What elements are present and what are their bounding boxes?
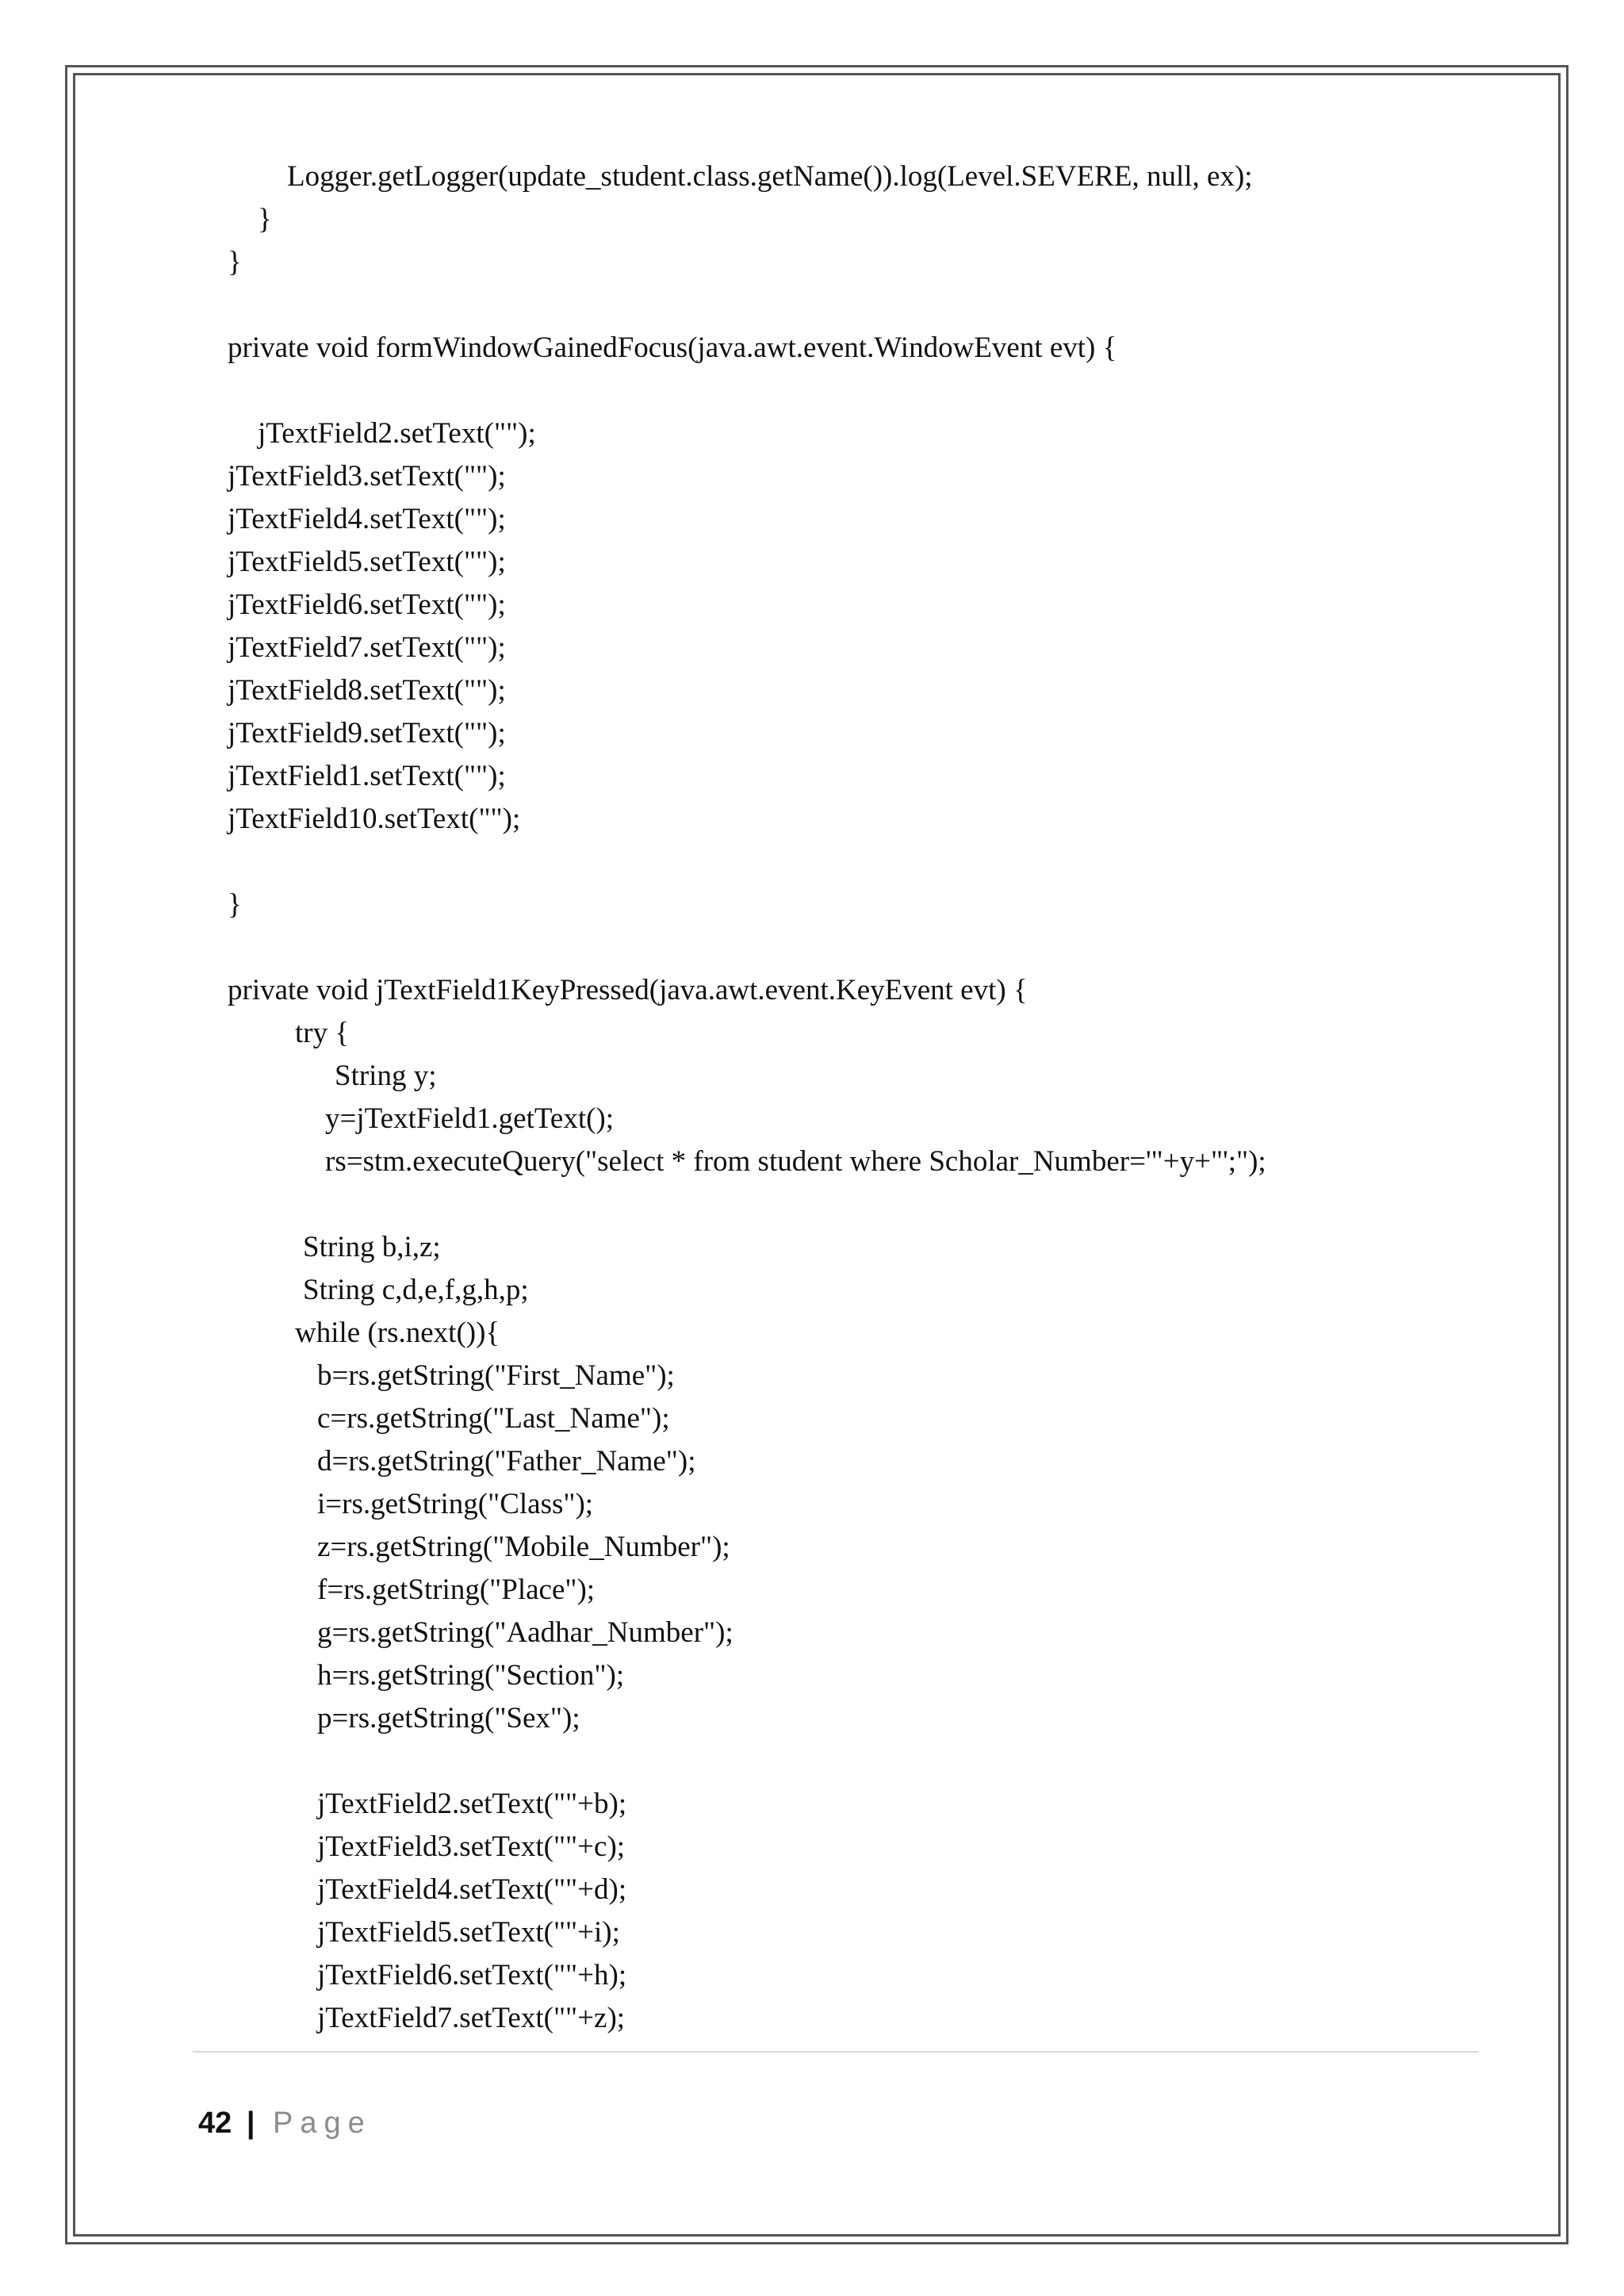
code-line-36: h=rs.getString("Section"); xyxy=(317,1659,625,1692)
code-line-29: b=rs.getString("First_Name"); xyxy=(317,1359,675,1392)
code-line-13: jTextField8.setText(""); xyxy=(228,674,506,707)
code-line-32: i=rs.getString("Class"); xyxy=(317,1488,594,1520)
code-line-9: jTextField4.setText(""); xyxy=(228,503,506,535)
code-line-24: rs=stm.executeQuery("select * from student where Scholar_Number='"+y+"';"); xyxy=(325,1145,1266,1178)
code-line-23: y=jTextField1.getText(); xyxy=(325,1102,615,1135)
code-line-26: String b,i,z; xyxy=(303,1231,441,1263)
page-number: 42 xyxy=(198,2106,232,2140)
footer-divider xyxy=(193,2051,1479,2053)
code-line-7: jTextField2.setText(""); xyxy=(258,417,536,450)
page-separator: | xyxy=(246,2106,255,2140)
code-line-21: try { xyxy=(295,1017,350,1049)
code-line-2: } xyxy=(258,203,272,236)
code-line-14: jTextField9.setText(""); xyxy=(228,717,506,749)
code-line-28: while (rs.next()){ xyxy=(295,1317,500,1349)
code-line-1: Logger.getLogger(update_student.class.getName()).log(Level.SEVERE, null, ex); xyxy=(287,160,1253,193)
code-line-22: String y; xyxy=(335,1060,437,1092)
code-line-8: jTextField3.setText(""); xyxy=(228,460,506,493)
code-line-15: jTextField1.setText(""); xyxy=(228,760,506,792)
code-line-30: c=rs.getString("Last_Name"); xyxy=(317,1402,670,1435)
code-line-41: jTextField4.setText(""+d); xyxy=(317,1873,627,1906)
code-line-33: z=rs.getString("Mobile_Number"); xyxy=(317,1531,730,1563)
code-line-42: jTextField5.setText(""+i); xyxy=(317,1916,620,1949)
code-line-10: jTextField5.setText(""); xyxy=(228,546,506,578)
code-line-18: } xyxy=(228,888,242,921)
code-line-35: g=rs.getString("Aadhar_Number"); xyxy=(317,1616,733,1649)
page-footer xyxy=(198,2102,372,2145)
code-line-27: String c,d,e,f,g,h,p; xyxy=(303,1274,529,1306)
code-line-3: } xyxy=(228,246,242,278)
code-line-44: jTextField7.setText(""+z); xyxy=(317,2002,626,2034)
code-line-34: f=rs.getString("Place"); xyxy=(317,1573,596,1606)
code-line-5: private void formWindowGainedFocus(java.awt.event.WindowEvent evt) { xyxy=(228,332,1117,364)
code-line-43: jTextField6.setText(""+h); xyxy=(317,1959,627,1991)
code-line-37: p=rs.getString("Sex"); xyxy=(317,1702,580,1734)
code-line-20: private void jTextField1KeyPressed(java.awt.event.KeyEvent evt) { xyxy=(228,974,1028,1006)
code-line-40: jTextField3.setText(""+c); xyxy=(317,1830,626,1863)
code-line-11: jTextField6.setText(""); xyxy=(228,588,506,621)
page-label: Page xyxy=(273,2106,372,2140)
code-line-31: d=rs.getString("Father_Name"); xyxy=(317,1445,696,1478)
code-line-16: jTextField10.setText(""); xyxy=(228,803,521,835)
code-line-12: jTextField7.setText(""); xyxy=(228,631,506,664)
code-line-39: jTextField2.setText(""+b); xyxy=(317,1788,627,1820)
